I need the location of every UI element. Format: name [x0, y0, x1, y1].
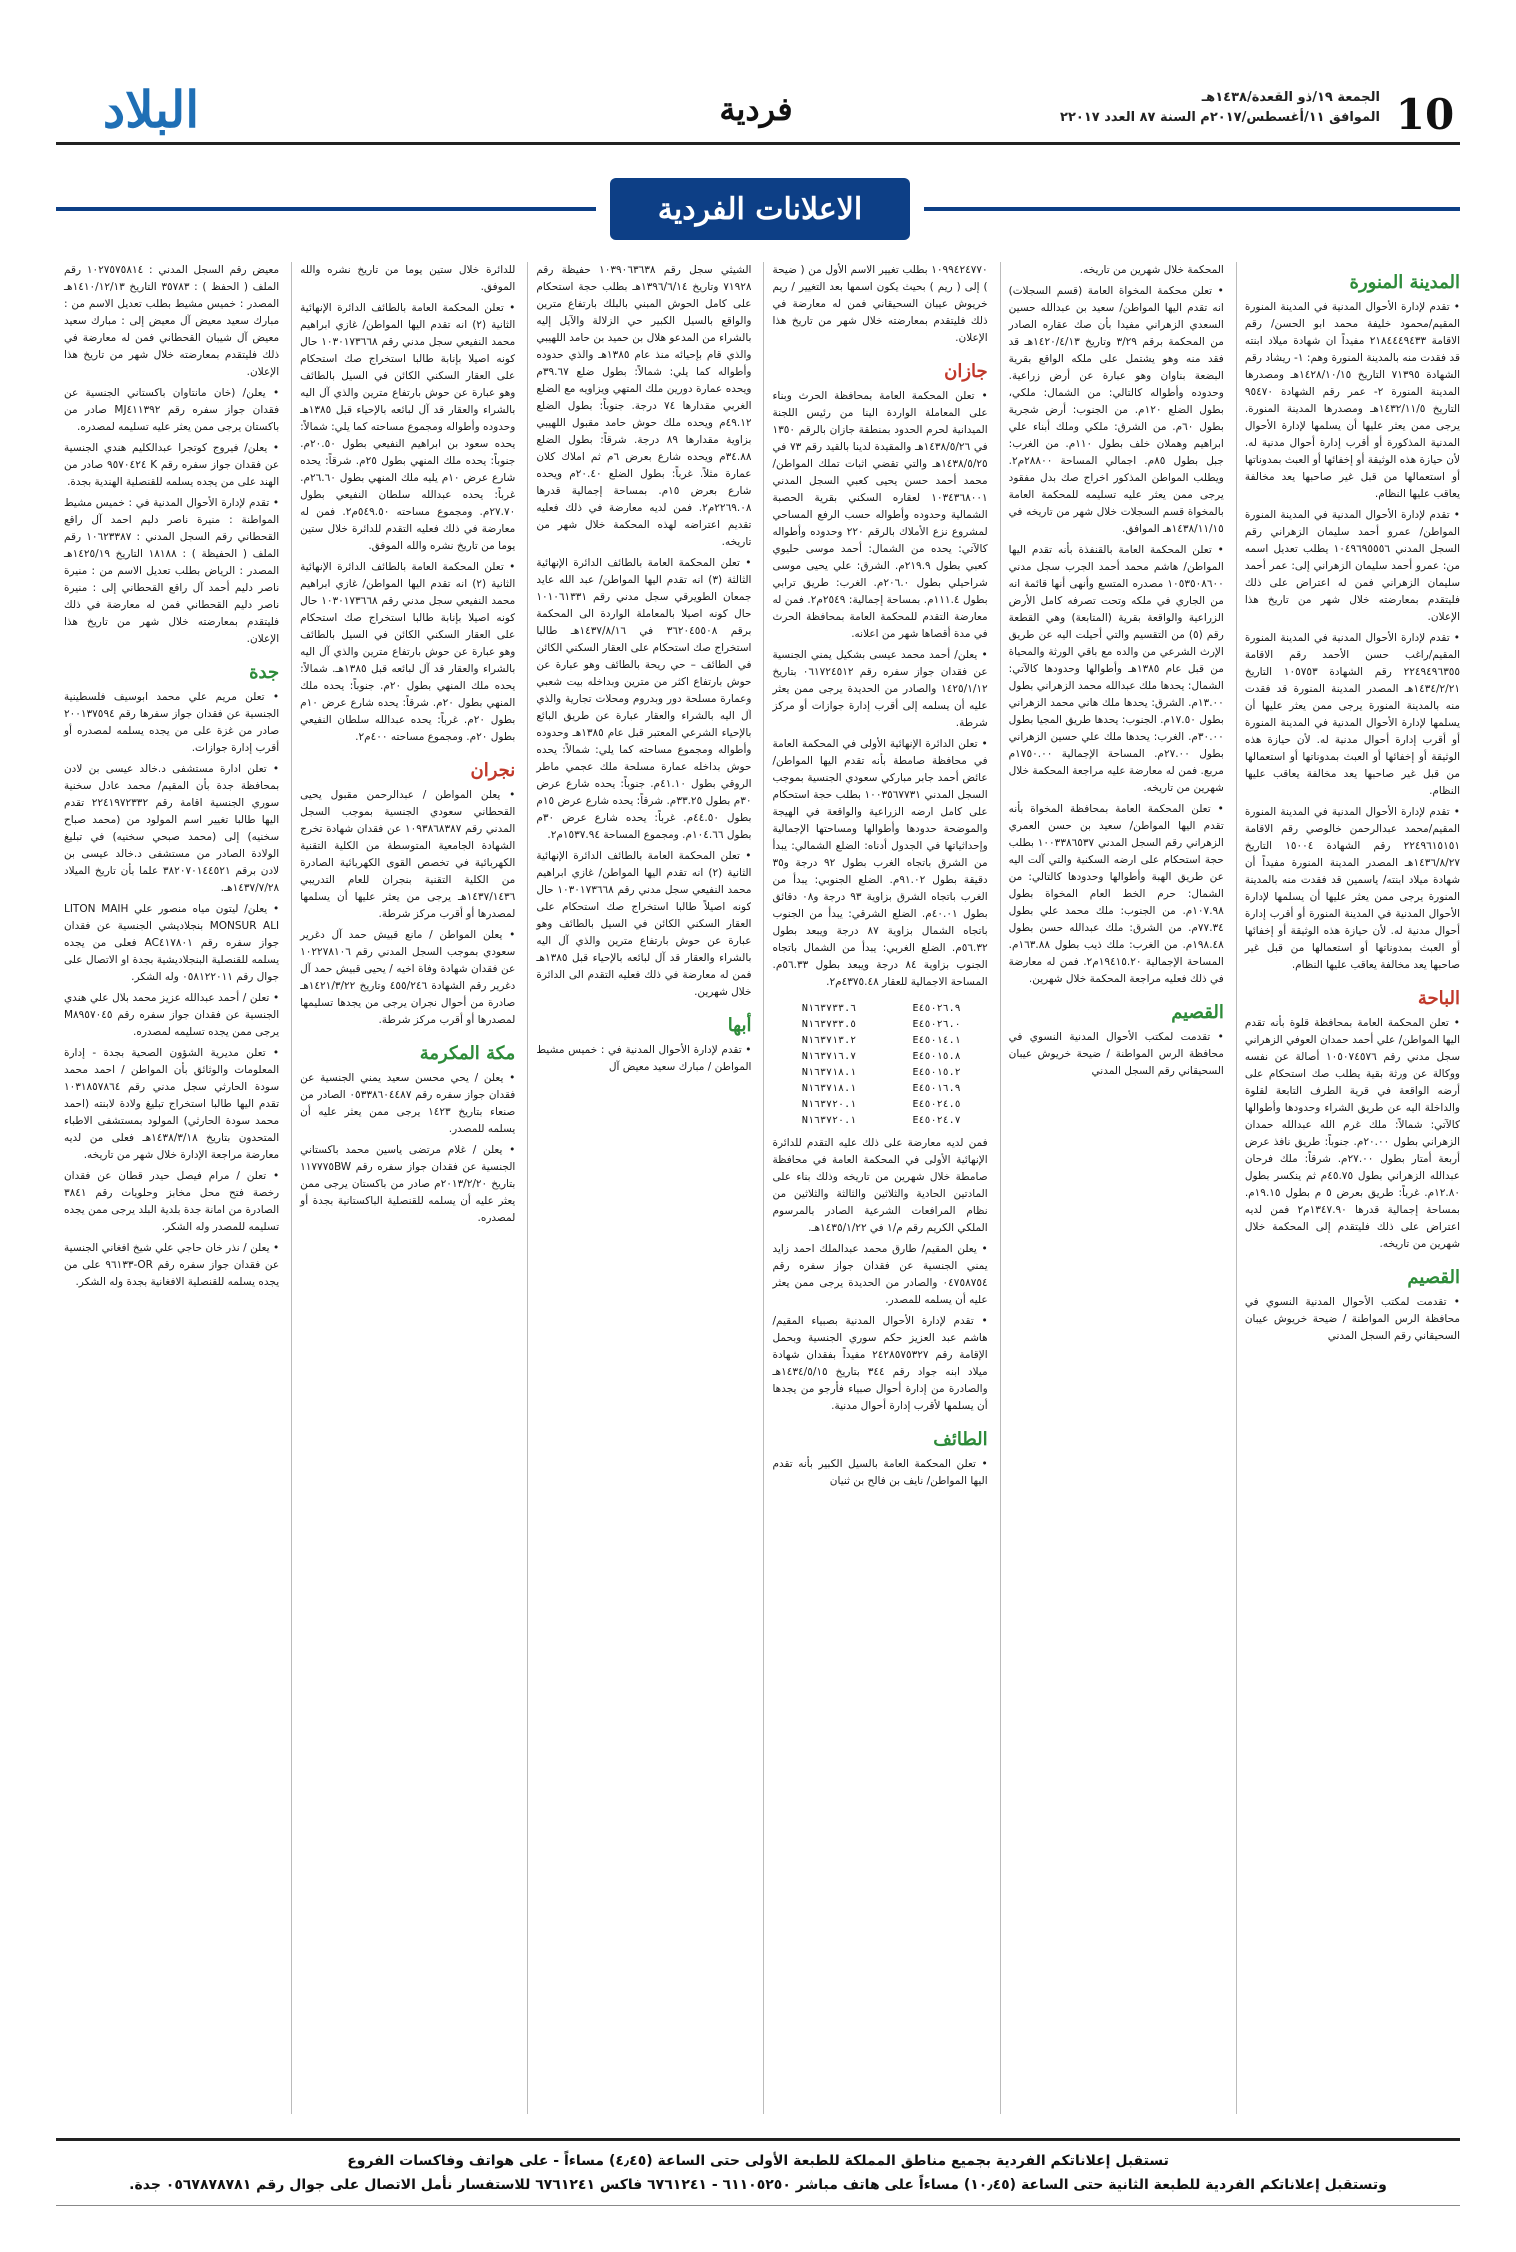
coordinate-cell: N١٦٣٧١٨.١ [801, 1083, 857, 1094]
ad-text: • تعلن المحكمة العامة بالسيل الكبير بأنه تقدم اليها المواطن/ نايف بن فالح بن ثنيان [772, 1458, 988, 1487]
ad-text: المحكمة خلال شهرين من تاريخه. [1079, 264, 1224, 276]
section-title: فردية [719, 90, 793, 128]
footer-line-1: تستقبل إعلاناتكم الفردية بجميع مناطق المملكة للطبعة الأولى حتى الساعة (٤٫٤٥) مساءاً - على هواتف وفاكسات الفروع [347, 2153, 1169, 2169]
ad-text: • تعلن المحكمة العامة بالطائف الدائرة الإنهائية الثانية (٢) انه تقدم اليها المواطن/ غازي ابراهيم محمد النفيعي سجل مدني رقم ١٠٣٠١٧٣٦٦٨ حال كونه اصيلاً طالبا استخراج صك استحكام على العقار السكني الكائن في السيل بالطائف وهو عبارة عن حوش بارتفاع مترين والذي آل اليه بالشراء والعقار قد آل لبائعه بالإحياء قبل ١٣٨٥هـ فمن له معارضة في ذلك فعليه التقدم الى الدائرة خلال شهرين. [536, 850, 752, 998]
ad-text: • تعلن المحكمة العامة بالطائف الدائرة الإنهائية الثالثة (٣) انه تقدم اليها المواطن/ عبد الله عايد جمعان الطويرقي سجل مدني رقم ١٠١٠٦١٣٣١ حال كونه اصيلا بالمعاملة الواردة الى المحكمة برقم ٣٦٢٠٤٥٥٠٨ في ١٤٣٧/٨/١٦هـ طالبا استخراج صك استحكام على العقار السكني الكائن في الطائف – حي ريحة بالطائف وهو عبارة عن حوش بارتفاع اكثر من مترين وبداخله بيت شعبي وعمارة مسلحة دور وبدروم ومحلات تجارية والذي آل اليه بالشراء والعقار عبارة عن طريق البائع بالإحياء الشرعي المعتبر قبل عام ١٣٨٥هـ وحدوده وأطواله ومجموع مساحته كما يلي: شمالاً: يحده حوش بداخله عمارة مسلحة ملك عجمي ماطر الروقي بطول ٤١.١٠م. جنوباً: يحده شارع عرض ٣٠م بطول ٣٣.٢٥م. شرقاً: يحده شارع عرض ١٥م بطول ٤٤.٥٠م. غرباً: يحده شارع عرض ٣٠م بطول ١٠٤.٦٦م. ومجموع المساحة ١٥٣٧.٩٤م٢. [536, 557, 752, 841]
ad-text: • يعلن/ (خان مانتاوان باكستاني الجنسية عن فقدان جواز سفره رقم MJ٤١١٣٩٢ صادر من باكستان يرجى ممن يعثر عليه تسليمه لمصدره. [63, 387, 280, 433]
city-heading: المدينة المنورة [1349, 272, 1460, 293]
footer-notice [56, 2138, 1460, 2206]
ad-text: للدائرة خلال ستين يوما من تاريخ نشره والله الموفق. [300, 264, 516, 293]
coordinate-cell: E٤٥٠٢٤.٥ [912, 1099, 961, 1110]
ad-text: • يعلن/ أحمد محمد عيسى بشكيل يمني الجنسية عن فقدان جواز سفره رقم ٠٦١٧٢٤٥١٢ بتاريخ ١٤٢٥/١/١٢ والصادر من الحديدة يرجى ممن يعثر عليه أن يسلمه إلى أقرب إدارة جوازات أو مركز شرطة. [772, 649, 988, 729]
coordinates-row [772, 1049, 987, 1065]
city-heading: مكة المكرمة [419, 1043, 516, 1064]
date-issue: الموافق ١١/أغسطس/٢٠١٧م السنة ٨٧ العدد ٢٢٠١٧ [1060, 110, 1380, 125]
ad-text: • تعلن مريم علي محمد ابوسيف فلسطينية الجنسية عن فقدان جواز سفرها رقم ٢٠٠١٣٧٥٩٤ صادر من غزة على من يجده يسلمه لمصدره أو أقرب إدارة جوازات. [63, 691, 280, 754]
ad-text: معيض رقم السجل المدني : ١٠٢٧٥٧٥٨١٤ رقم الملف ( الحفظ ) : ٣٥٧٨٣ التاريخ ١٤١٠/١٢/١٣هـ المصدر : خميس مشيط بطلب تعديل الاسم من : مبارك سعيد معيض آل معيض إلى : مبارك سعيد معيض آل شيبان القحطاني فمن له معارضة في ذلك فليتقدم بمعارضته خلال شهر من تاريخ هذا الإعلان. [63, 264, 280, 378]
ad-text: • يعلن / يحي محسن سعيد يمني الجنسية عن فقدان جواز سفره رقم ٠٥٣٣٨٦٠٤٤٨٧ الصادر من صنعاء بتاريخ ١٤٢٣ يرجى ممن يعثر عليه أن يسلمه للمصدر. [300, 1072, 516, 1135]
ad-text: • تعلن / مرام فيصل حيدر قطان عن فقدان رخصة فتح محل مخابز وحلويات رقم ٣٨٤١ الصادرة من امانة جدة بلدية البلد يرجى ممن يجده تسليمه للمصدر وله الشكر. [63, 1170, 280, 1233]
ad-text: • يعلن/ فيروج كوتجرا عبدالكليم هندي الجنسية عن فقدان جواز سفره رقم K ٩٥٧٠٤٢٤ صادر من الهند على من يجده يسلمه للقنصلية الهندية بجدة. [63, 442, 280, 488]
ad-text: • تعلن الدائرة الإنهائية الأولى في المحكمة العامة في محافظة صامطة بأنه تقدم اليها المواطن/ عائض أحمد جابر مباركي سعودي الجنسية بموجب السجل المدني ١٠٠٣٥٦٧٧٣١ بطلب حجة استحكام على كامل ارضه الزراعية والواقعة في الهيجة والموضحة حدودها وأطوالها ومساحتها الإجمالية وإحداثياتها في الجدول أدناه: الضلع الشمالي: يبدأ من الشرق باتجاه الغرب بطول ٩٢ درجة و٣٥ دقيقة بطول ٩١.٠٢م. الضلع الجنوبي: يبدأ من الغرب باتجاه الشرق بزاوية ٩٣ درجة و٠٨ دقائق بطول ٤٠.٠١م. الضلع الشرقي: يبدأ من الجنوب باتجاه الشمال بزاوية ٨٧ درجة ويبعد بطول ٥٦.٣٢م. الضلع الغربي: يبدأ من الشمال باتجاه الجنوب بزاوية ٨٤ درجة ويبعد بطول ٥٦.٣٣م. المساحة الاجمالية للعقار ٤٣٧٥.٤٨م٢. [772, 738, 988, 988]
ad-text: • تعلن المحكمة العامة بمحافظة الحرث وبناء على المعاملة الواردة الينا من رئيس اللجنة الميدانية لحرم الحدود بمنطقة جازان بالرقم ١٣٥٠ في ١٤٣٨/٥/٢٦هـ والمقيدة لدينا بالقيد رقم ٧٣ في ١٤٣٨/٥/٢٥هـ والتي تقضي اثبات تملك المواطن/ محمد أحمد حسن يحيى كعبي السجل المدني ١٠٣٤٣٦٨٠٠١ لعقاره السكني بقرية الحصبة الشمالية وحدوده وأطواله حسب الرفع المساحي لمشروع نزع الأملاك بالرقم ٢٢٠ وحدوده وأطواله كالآتي: يحده من الشمال: أحمد موسى حليوي كعبي بطول ٢١٩.٩م. الشرق: علي يحيى موسى شراحيلي بطول ٢٠٦.٠م. الغرب: طريق ترابي بطول ١١١.٤م. بمساحة إجمالية: ٢٥٤٩م٢. فمن له معارضة التقدم للمحكمة العامة بمحافظة الحرث في مدة أقصاها شهر من اعلانه. [772, 390, 988, 640]
coordinates-table [772, 1001, 987, 1129]
ad-column [1236, 262, 1460, 2114]
ad-text: • تقدمت لمكتب الأحوال المدنية النسوي في محافظة الرس المواطنة / ضيحة خريوش عيبان السحيقاني رقم السجل المدني [1008, 1031, 1224, 1077]
ad-text: • تقدم لإدارة الأحوال المدنية في المدينة المنورة المقيم/راغب حسن الأحمد رقم الاقامة ٢٢٤٩٤٩٦٣٥٥ رقم الشهادة ١٠٥٧٥٣ التاريخ ١٤٣٤/٢/٢١هـ المصدر المدينة المنورة قد فقدت منه بالمدينة المنورة يرجى ممن يعثر عليها أن يسلمها لإدارة الأحوال المدنية في المدينة المنورة أو أقرب إدارة أحوال مدنية له. لأن حيازة هذه الوثيقة أو إخفائها أو العبث بمدوناتها أو استعمالها من قبل غير صاحبها يعد مخالفة يعاقب عليها النظام. [1244, 632, 1460, 797]
ad-text: • تعلن المحكمة العامة بمحافظة قلوة بأنه تقدم اليها المواطن/ علي أحمد حمدان العوفي الزهراني سجل مدني رقم ١٠٥٠٧٤٥٧٦ أصالة عن نفسه ووكالة عن ورثة بقية يطلب صك استحكام على أرضه الواقعة في قرية الطرف التابعة لقلوة والداخلة اليه عن طريق الشراء وحدودها وأطوالها كالآتي: شمالاً: ملك غرم الله عبدالله حمدان الزهراني بطول ٢٠.٠٠م. جنوباً: طريق نافذ عرض أربعة أمتار بطول ٢٧.٠٠م. شرقاً: ملك فرحان عبدالله الزهراني بطول ٤٥.٧٥م ثم ينكسر بطول ١٢.٨٠م. غرباً: طريق بعرض ٥ م بطول ١٩.١٥م. بمساحة إجمالية قدرها ١٣٤٧.٩٠م٢ فمن لديه اعتراض على ذلك فليتقدم إلى المحكمة خلال شهرين من تاريخه. [1244, 1017, 1460, 1250]
classifieds-banner: الاعلانات الفردية [610, 178, 910, 240]
ad-text: • تقدم لإدارة الأحوال المدنية في المدينة المنورة المقيم/محمد عبدالرحمن خالوصي رقم الاقامة ٢٢٤٩٦١٥١٥١ رقم الشهادة ١٥٠٠٤ التاريخ ١٤٣٦/٨/٢٧هـ المصدر المدينة المنورة مفيداً أن شهادة ميلاد ابنته/ ياسمين قد فقدت منه بالمدينة المنورة يرجى ممن يعثر عليها أن يسلمها لإدارة الأحوال المدنية في المدينة المنورة أو أقرب إدارة أحوال مدنية له. لأن حيازة هذه الوثيقة أو إخفائها أو العبث بمدوناتها أو استعمالها من قبل غير صاحبها يعد مخالفة يعاقب عليها النظام. [1244, 806, 1460, 971]
city-heading: الباحة [1417, 988, 1460, 1009]
ad-column [56, 262, 279, 2114]
banner-rule-left [56, 207, 596, 211]
ad-columns [56, 262, 1460, 2114]
ad-text: • يعلن / نذر خان حاجي علي شيخ افغاني الجنسية عن فقدان جواز سفره رقم OR-٩٦١٣٣ على من يجده يسلمه للقنصلية الافغانية بجدة وله الشكر. [63, 1242, 280, 1288]
coordinate-cell: E٤٥٠١٥.٨ [912, 1051, 961, 1062]
ad-text: فمن لديه معارضة على ذلك عليه التقدم للدائرة الإنهائية الأولى في المحكمة العامة في محافظة صامطة خلال شهرين من تاريخه وذلك بناء على المادتين الحادية والثلاثين والثالثة والثلاثين من نظام المرافعات الشرعية الصادر بالمرسوم الملكي الكريم رقم م/١ في ١٤٣٥/١/٢٢هـ. [772, 1137, 988, 1234]
ad-text: • تقدمت لمكتب الأحوال المدنية النسوي في محافظة الرس المواطنة / ضيحة خريوش عيبان السحيقاني رقم السجل المدني [1244, 1296, 1460, 1342]
city-heading: جازان [944, 361, 988, 382]
ad-text: • تقدم لإدارة الأحوال المدنية في : خميس مشيط المواطنة : منيرة ناصر دليم احمد آل راقع القحطاني رقم السجل المدني : ١٠٦٢٣٣٨٧ رقم الملف ( الحفيظة ) : ١٨١٨٨ التاريخ ١٤٢٥/١٩هـ المصدر : الرياض بطلب تعديل الاسم من : منيرة ناصر دليم أحمد آل راقع القحطاني إلى : منيرة ناصر دليم القحطاني فمن له معارضة في ذلك فليتقدم بمعارضته خلال شهر من تاريخ هذا الإعلان. [63, 497, 280, 645]
ad-text: • تعلن المحكمة العامة بالطائف الدائرة الإنهائية الثانية (٢) انه تقدم اليها المواطن/ غازي ابراهيم محمد النفيعي سجل مدني رقم ١٠٣٠١٧٣٦٦٨ حال كونه اصيلا بإنابة طالبا استخراج صك استحكام على العقار السكني الكائن في السيل بالطائف وهو عبارة عن حوش بارتفاع مترين والذي آل اليه بالشراء والعقار قد آل لبائعه قبل ١٣٨٥هـ. شمالاً: يحده ملك المنهي بطول ٢٠م. جنوباً: يحده ملك المنهي بطول ٢٠م. شرقاً: يحده شارع عرض ١٠م بطول ٢٠م. غرباً: يحده عبدالله سلطان النفيعي بطول ٢٠م. ومجموع مساحته ٤٠٠م٢. [300, 561, 516, 743]
coordinate-cell: E٤٥٠١٤.١ [912, 1035, 961, 1046]
ad-text: • تعلن ادارة مستشفى د.خالد عيسى بن لادن بمحافظة جدة بأن المقيم/ محمد عادل سخنية سوري الجنسية اقامة رقم ٢٢٤١٩٧٢٣٣٢ تقدم اليها طالبا تغيير اسم المولود من (محمد صباح سخنيه) إلى (محمد صبحي سخنيه) في تبليغ الولادة الصادر من مستشفى د.خالد عيسى بن لادن برقم ٣٨٢٠٧٠١٤٤٥٢١ علما بأن تاريخ الميلاد ١٤٣٧/٧/٢٨هـ. [63, 763, 280, 894]
ad-text: • تقدم لإدارة الأحوال المدنية بصبياء المقيم/ هاشم عبد العزيز حكم سوري الجنسية وبحمل الإقامة رقم ٢٤٢٨٥٧٥٣٢٧ مفيداً بفقدان شهادة ميلاد ابنه جواد رقم ٣٤٤ بتاريخ ١٤٣٤/٥/١٥هـ والصادرة من إدارة أحوال صبياء فأرجو من يجدها أن يسلمها لأقرب إدارة أحوال مدنية. [772, 1315, 988, 1412]
banner-rule-right [924, 207, 1460, 211]
city-heading: نجران [470, 760, 516, 781]
ad-text: الشيثي سجل رقم ١٠٣٩٠٦٣٦٣٨ حفيظة رقم ٧١٩٢٨ وتاريخ ١٣٩٦/٦/١٤هـ بطلب حجة استحكام على كامل الحوش المبني بالبلك بارتفاع مترين والواقع بالسيل الكبير حي الزلالة والآيل إليه بالشراء من المدعو هلال بن حميد بن حامد اللهيبي والذي قام بإحيائه منذ عام ١٣٨٥هـ والذي حدوده وأطواله كما يلي: شمالاً: بطول ضلع ٣٩.٦٧م ويحده عمارة دورين ملك المتهي ويزاويه مع الضلع الغربي مقدارها ٧٤ درجة. جنوباً: بطول الضلع ٤٩.١٢م ويحده ملك حوش حامد مقبول اللهيبي بزاوية مقدارها ٨٩ درجة. شرقاً: بطول الضلع ٣٤.٨٨م ويحده شارع بعرض ٦م ثم املاك كلان عمارة مثلاً. غرباً: بطول الضلع ٢٠.٤٠م ويحده شارع بعرض ١٥م. بمساحة إجمالية قدرها ٢٢٦٩.٠٨م٢. فمن لديه معارضة في ذلك فعليه تقديم اعتراضه لهذه المحكمة خلال شهر من تاريخه. [536, 264, 752, 548]
coordinates-row [772, 1001, 987, 1017]
coordinates-row [772, 1017, 987, 1033]
city-heading: القصيم [1171, 1002, 1224, 1023]
coordinate-cell: N١٦٣٧٣٣.٥ [801, 1019, 857, 1030]
city-heading: القصيم [1407, 1267, 1460, 1288]
masthead [56, 79, 1460, 145]
ad-column [763, 262, 987, 2114]
coordinates-row [772, 1065, 987, 1081]
coordinate-cell: N١٦٣٧٢٠.١ [801, 1099, 857, 1110]
ad-text: • تعلن محكمة المخواة العامة (قسم السجلات) انه تقدم اليها المواطن/ سعيد بن عبدالله حسين السعدي الزهراني مفيدا بأن صك عقاره الصادر من المحكمة برقم ٣/٢٩ وتاريخ ١٤٢٠/٤/١٣هـ قد فقد منه وهو يشتمل على ملكه الواقع بقرية البضعة بناوان وهو عبارة عن أرض زراعية. وحدوده وأطواله كالتالي: من الشمال: ملكي، بطول الضلع ١٢٠م. من الجنوب: أرض شجرية بطول ٦٠م. من الشرق: ملكي وملك أبناء علي ابراهيم وهملان خلف بطول ١١٠م. من الغرب: جبل بطول ٨٥م. اجمالي المساحة ٢٨٨٠٠م٢. ويطلب المواطن المذكور اخراج صك بدل مفقود يرجى ممن يعثر عليه تسليمه للمحكمة العامة بالمخواة قسم السجلات خلال شهر من تاريخه في ١٤٣٨/١١/١٥هـ الموافق. [1008, 285, 1224, 535]
coordinates-row [772, 1081, 987, 1097]
coordinate-cell: N١٦٣٧١٣.٢ [801, 1035, 857, 1046]
date-hijri: الجمعة ١٩/ذو القعدة/١٤٣٨هـ [1201, 90, 1380, 105]
ad-column [291, 262, 515, 2114]
coordinate-cell: E٤٥٠٢٦.٩ [912, 1003, 961, 1014]
ad-text: • يعلن المقيم/ طارق محمد عبدالملك احمد زايد يمني الجنسية عن فقدان جواز سفره رقم ٠٤٧٥٨٧٥٤ والصادر من الحديدة يرجى ممن يعثر عليه أن يسلمه للمصدر. [772, 1243, 988, 1306]
coordinate-cell: N١٦٣٧٣٣.٦ [801, 1003, 857, 1014]
coordinates-row [772, 1033, 987, 1049]
coordinate-cell: N١٦٣٧١٦.٧ [801, 1051, 857, 1062]
city-heading: جدة [249, 662, 280, 683]
coordinate-cell: N١٦٣٧٢٠.١ [801, 1115, 857, 1126]
ad-text: • تقدم لإدارة الأحوال المدنية في المدينة المنورة المواطن/ عمرو أحمد سليمان الزهراني رقم السجل المدني ١٠٤٩٦٩٥٥٥٦ يطلب تعديل اسمه من: عمرو أحمد سليمان الزهراني إلى: عمر أحمد سليمان الزهراني فمن له اعتراض على ذلك فليتقدم بمعارضته خلال شهر من تاريخ هذا الإعلان. [1244, 509, 1460, 623]
ad-text: • يعلن المواطن / مانع قبيش حمد آل دغرير سعودي بموجب السجل المدني رقم ١٠٢٢٧٨١٠٦ عن فقدان شهادة وفاة اخيه / يحيى قبيش حمد آل دغرير رقم الشهادة ٤٥٥/٢٤٦ وتاريخ ١٤٢١/٣/٢٢هـ صادرة من أحوال نجران يرجى من يجدها تسليمها لمصدرها أو أقرب مركز شرطة. [300, 929, 516, 1026]
ad-text: ١٠٩٩٤٢٤٧٧٠ بطلب تغيير الاسم الأول من ( ضيحة ) إلى ( ريم ) بحيث يكون اسمها بعد التغيير / ريم خريوش عيبان السحيقاني فمن له معارضة في ذلك فليتقدم بمعارضته خلال شهر من تاريخ هذا الإعلان. [772, 264, 988, 344]
ad-text: • يعلن/ ليتون مياه منصور علي LITON MAIH MONSUR ALI بنجلاديشي الجنسية عن فقدان جواز سفره رقم AC٤١٧٨٠١ فعلى من يجده يسلمه للقنصلية البنجلاديشية بجدة او الاتصال على جوال رقم ٠٥٨١٢٢٠١١ وله الشكر. [63, 903, 280, 983]
ad-text: • تعلن المحكمة العامة بالطائف الدائرة الإنهائية الثانية (٢) انه تقدم اليها المواطن/ غازي ابراهيم محمد النفيعي سجل مدني رقم ١٠٣٠١٧٣٦٦٨ حال كونه اصيلا بإنابة طالبا استخراج صك استحكام على العقار السكني الكائن في السيل بالطائف وهو عبارة عن حوش بارتفاع مترين والذي آل اليه بالشراء والعقار قد آل لبائعه بالإحياء قبل ١٣٨٥هـ وحدوده وأطواله ومجموع مساحته كما يلي: شمالاً: يحده سعود بن ابراهيم النفيعي بطول ٢٠.٥٠م. جنوباً: يحده ملك المنهي بطول ٢٥م. شرقاً: يحده شارع عرض ١٠م يليه ملك المنهي بطول ٢٦.٦٠م. غرباً: يحده عبدالله سلطان النفيعي بطول ٢٧.٧٠م. ومجموع مساحته ٥٤٩.٥٠م٢. فمن له معارضة في ذلك فعليه التقدم للدائرة خلال ستين يوما من تاريخ نشره والله الموفق. [300, 302, 516, 552]
coordinate-cell: E٤٥٠٢٤.٧ [912, 1115, 961, 1126]
ad-text: • تعلن المحكمة العامة بمحافظة المخواة بأنه تقدم اليها المواطن/ سعيد بن حسن العمري الزهراني رقم السجل المدني ١٠٠٣٣٨٦٥٣٧ بطلب حجة استحكام على ارضه السكنية والتي آلت اليه عن طريق الهبة وأطوالها وحدودها كالتالي: من الشمال: حرم الخط العام المخواة بطول ١٠٧.٩٨م. من الجنوب: ملك محمد علي بطول ٧٧.٣٤م. من الشرق: ملك عبدالله حسن بطول ١٩٨.٤٨م. من الغرب: ملك ذيب بطول ١٦٣.٨٨م. المساحة الإجمالية ١٩٤١٥.٢٠م٢. فمن له معارضة في ذلك فعليه مراجعة المحكمة خلال شهرين. [1008, 803, 1224, 985]
newspaper-logo: البلاد [102, 79, 200, 139]
coordinate-cell: E٤٥٠١٦.٩ [912, 1083, 961, 1094]
city-heading: الطائف [933, 1429, 988, 1450]
footer-line-2: وتستقبل إعلاناتكم الفردية للطبعة الثانية حتى الساعة (١٠٫٤٥) مساءاً على هاتف مباشر ٦١١٠٥٢٥٠ - ٦٧٦١٢٤١ فاكس ٦٧٦١٢٤١ للاستفسار نأمل الاتصال على جوال رقم ٠٥٦٧٨٧٨٧٨١ جدة. [129, 2177, 1387, 2193]
ad-text: • يعلن / غلام مرتضى ياسين محمد باكستاني الجنسية عن فقدان جواز سفره رقم ١١٧٧٧٥BW بتاريخ ٢٠١٣/٢/٢٠م صادر من باكستان يرجى ممن يعثر عليه أن يسلمه للقنصلية الباكستانية بجدة أو لمصدره. [300, 1144, 516, 1224]
ad-text: • تعلن المحكمة العامة بالقنفذة بأنه تقدم اليها المواطن/ هاشم محمد أحمد الجرب سجل مدني ١٠٥٣٥٠٨٦٠٠ مصدره المتسع وأنهى أنها قائمة انه من الجاري في ملكه وتحت تصرفه كامل الأرض الزراعية والواقعة بقرية (المتابعة) وهي القطعة رقم (٥) من التقسيم والتي أحيلت اليه عن طريق الإرث الشرعي من والده مع باقي الورثة والمحياة من قبل عام ١٣٨٥هـ وأطوالها وحدودها كالآتي: الشمال: يحدها ملك عبدالله محمد الزهراني بطول ١٣.٠٠م. الشرق: يحدها ملك هاني محمد الزهراني بطول ١٧.٥٠م. الجنوب: يحدها طريق المجيا بطول ٣٠.٠٠م. الغرب: يحدها ملك علي حسين الزهراني بطول ٢٧.٠٠م. المساحة الإجمالية ١٧٥٠.٠٠م مربع. فمن له معارضة عليه مراجعة المحكمة خلال شهرين من تاريخه. [1008, 544, 1224, 794]
ad-text: • تقدم لإدارة الأحوال المدنية في المدينة المنورة المقيم/محمود خليفة محمد ابو الحسن/ رقم الاقامة ٢١٨٤٤٤٩٤٣٣ مفيداً ان شهادة ميلاد ابنته قد فقدت منه بالمدينة المنورة وهم: ١- ريشاد رقم الشهادة ٧١٣٩٥ التاريخ ١٤٢٨/١٠/١٥هـ ومصدرها المدينة المنورة ٢- عمر رقم الشهادة ٩٥٤٧٠ التاريخ ١٤٣٢/١١/٥هـ ومصدرها المدينة المنورة. يرجى ممن يعثر عليها أن يسلمها لإدارة الأحوال المدنية المذكورة أو أقرب إدارة أحوال مدنية له. لأن حيازة هذه الوثيقة أو إخفائها أو العبث بمدوناتها أو استعمالها من قبل غير صاحبها يعد مخالفة يعاقب عليها النظام. [1244, 301, 1460, 500]
ad-text: • تقدم لإدارة الأحوال المدنية في : خميس مشيط المواطن / مبارك سعيد معيض آل [536, 1044, 752, 1073]
ad-column [1000, 262, 1224, 2114]
issue-date [1050, 88, 1380, 128]
ad-text: • يعلن المواطن / عبدالرحمن مقبول يحيى القحطاني سعودي الجنسية بموجب السجل المدني رقم ١٠٩٣٨٦٨٣٨٧ عن فقدان شهادة تخرج الشهادة الجامعية المتوسطة من الكلية التقنية الكهربائية في تخصص القوى الكهربائية الصادرة من الكلية التقنية بنجران للعام التدريبي ١٤٣٧/١٤٣٦هـ يرجى من يعثر عليها أن يسلمها لمصدرها أو أقرب مركز شرطة. [300, 789, 516, 920]
coordinate-cell: E٤٥٠٢٦.٠ [912, 1019, 961, 1030]
coordinate-cell: E٤٥٠١٥.٢ [912, 1067, 961, 1078]
page-number: 10 [1395, 89, 1455, 139]
coordinate-cell: N١٦٣٧١٨.١ [801, 1067, 857, 1078]
ad-text: • تعلن / أحمد عبدالله عزيز محمد بلال علي هندي الجنسية عن فقدان جواز سفره رقم M٨٩٥٧٠٤٥ يرجى ممن يجده تسليمه لمصدره. [63, 992, 280, 1038]
coordinates-row [772, 1113, 987, 1129]
ad-column [527, 262, 751, 2114]
city-heading: أبها [727, 1015, 752, 1036]
ad-text: • تعلن مديرية الشؤون الصحية بجدة - إدارة المعلومات والوثائق بأن المواطن / احمد محمد سودة الحارثي سجل مدني رقم ١٠٣١٨٥٧٨٦٤ تقدم اليها طالبا استخراج تبليغ ولادة لابنته (احمد محمد سودة الحارثي) المولود بمستشفى الاطباء المتحدون بتاريخ ١٤٣٨/٣/١٨هـ فعلى من لديه معارضة مراجعة الإدارة خلال شهر من تاريخه. [63, 1047, 280, 1161]
coordinates-row [772, 1097, 987, 1113]
